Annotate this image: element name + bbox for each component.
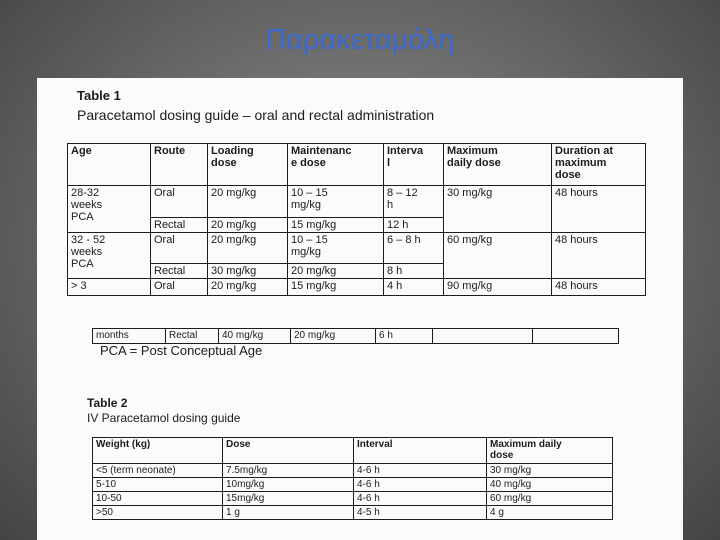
header-interval: Interva l [384,144,444,186]
weight-cell: <5 (term neonate) [93,464,223,478]
loading-dose-cell: 30 mg/kg [208,264,288,279]
max-daily-dose-cell: 60 mg/kg [487,492,613,506]
route-cell: Rectal [166,329,219,344]
table-row [68,186,646,218]
loading-dose-cell: 40 mg/kg [219,329,291,344]
route-cell: Rectal [151,218,208,233]
interval-cell: 4-5 h [354,506,487,520]
route-cell: Oral [151,233,208,264]
loading-dose-cell: 20 mg/kg [208,233,288,264]
duration-cell: 48 hours [552,279,646,296]
scanned-document [37,78,683,540]
route-cell: Oral [151,279,208,296]
age-cell: 32 - 52 weeks PCA [68,233,151,279]
duration-cell: 48 hours [552,233,646,279]
max-daily-dose-cell: 4 g [487,506,613,520]
empty-cell [433,329,533,344]
header-maintenance-dose: Maintenanc e dose [288,144,384,186]
table-row [93,329,619,344]
dose-cell: 15mg/kg [223,492,354,506]
max-daily-dose-cell: 30 mg/kg [444,186,552,233]
interval-cell: 8 h [384,264,444,279]
header-route: Route [151,144,208,186]
max-daily-dose-cell: 30 mg/kg [487,464,613,478]
header-max-daily-dose: Maximum daily dose [487,438,613,464]
interval-cell: 4-6 h [354,464,487,478]
table-row [68,233,646,264]
interval-cell: 4 h [384,279,444,296]
oral-rectal-dosing-table [67,143,646,296]
table2-caption: IV Paracetamol dosing guide [87,411,241,425]
dose-cell: 1 g [223,506,354,520]
maintenance-dose-cell: 10 – 15 mg/kg [288,233,384,264]
route-cell: Oral [151,186,208,218]
maintenance-dose-cell: 20 mg/kg [288,264,384,279]
interval-cell: 6 – 8 h [384,233,444,264]
table-header-row [68,144,646,186]
max-daily-dose-cell: 40 mg/kg [487,478,613,492]
slide-title: Παρακεταμόλη [265,24,455,56]
table-row [93,478,613,492]
maintenance-dose-cell: 15 mg/kg [288,279,384,296]
interval-cell: 8 – 12 h [384,186,444,218]
table1-caption: Paracetamol dosing guide – oral and rectal administration [77,107,435,123]
table-row [93,506,613,520]
loading-dose-cell: 20 mg/kg [208,279,288,296]
age-cell: months [93,329,166,344]
age-cell: 28-32 weeks PCA [68,186,151,233]
weight-cell: 10-50 [93,492,223,506]
max-daily-dose-cell: 60 mg/kg [444,233,552,279]
table1-continuation-row [92,328,619,344]
header-max-daily-dose: Maximum daily dose [444,144,552,186]
table1-label: Table 1 [77,88,121,103]
maintenance-dose-cell: 10 – 15 mg/kg [288,186,384,218]
interval-cell: 6 h [376,329,433,344]
weight-cell: 5-10 [93,478,223,492]
header-weight: Weight (kg) [93,438,223,464]
header-age: Age [68,144,151,186]
dose-cell: 10mg/kg [223,478,354,492]
table-row [93,492,613,506]
dose-cell: 7.5mg/kg [223,464,354,478]
loading-dose-cell: 20 mg/kg [208,186,288,218]
header-dose: Dose [223,438,354,464]
route-cell: Rectal [151,264,208,279]
header-duration: Duration at maximum dose [552,144,646,186]
table2-label: Table 2 [87,396,128,410]
maintenance-dose-cell: 20 mg/kg [291,329,376,344]
age-cell: > 3 [68,279,151,296]
maintenance-dose-cell: 15 mg/kg [288,218,384,233]
header-loading-dose: Loading dose [208,144,288,186]
max-daily-dose-cell: 90 mg/kg [444,279,552,296]
table-row [68,279,646,296]
loading-dose-cell: 20 mg/kg [208,218,288,233]
footnote: PCA = Post Conceptual Age [100,343,263,358]
duration-cell: 48 hours [552,186,646,233]
empty-cell [533,329,619,344]
weight-cell: >50 [93,506,223,520]
interval-cell: 4-6 h [354,492,487,506]
header-interval: Interval [354,438,487,464]
table-row [93,464,613,478]
iv-dosing-table [92,437,613,520]
interval-cell: 12 h [384,218,444,233]
interval-cell: 4-6 h [354,478,487,492]
table-header-row [93,438,613,464]
